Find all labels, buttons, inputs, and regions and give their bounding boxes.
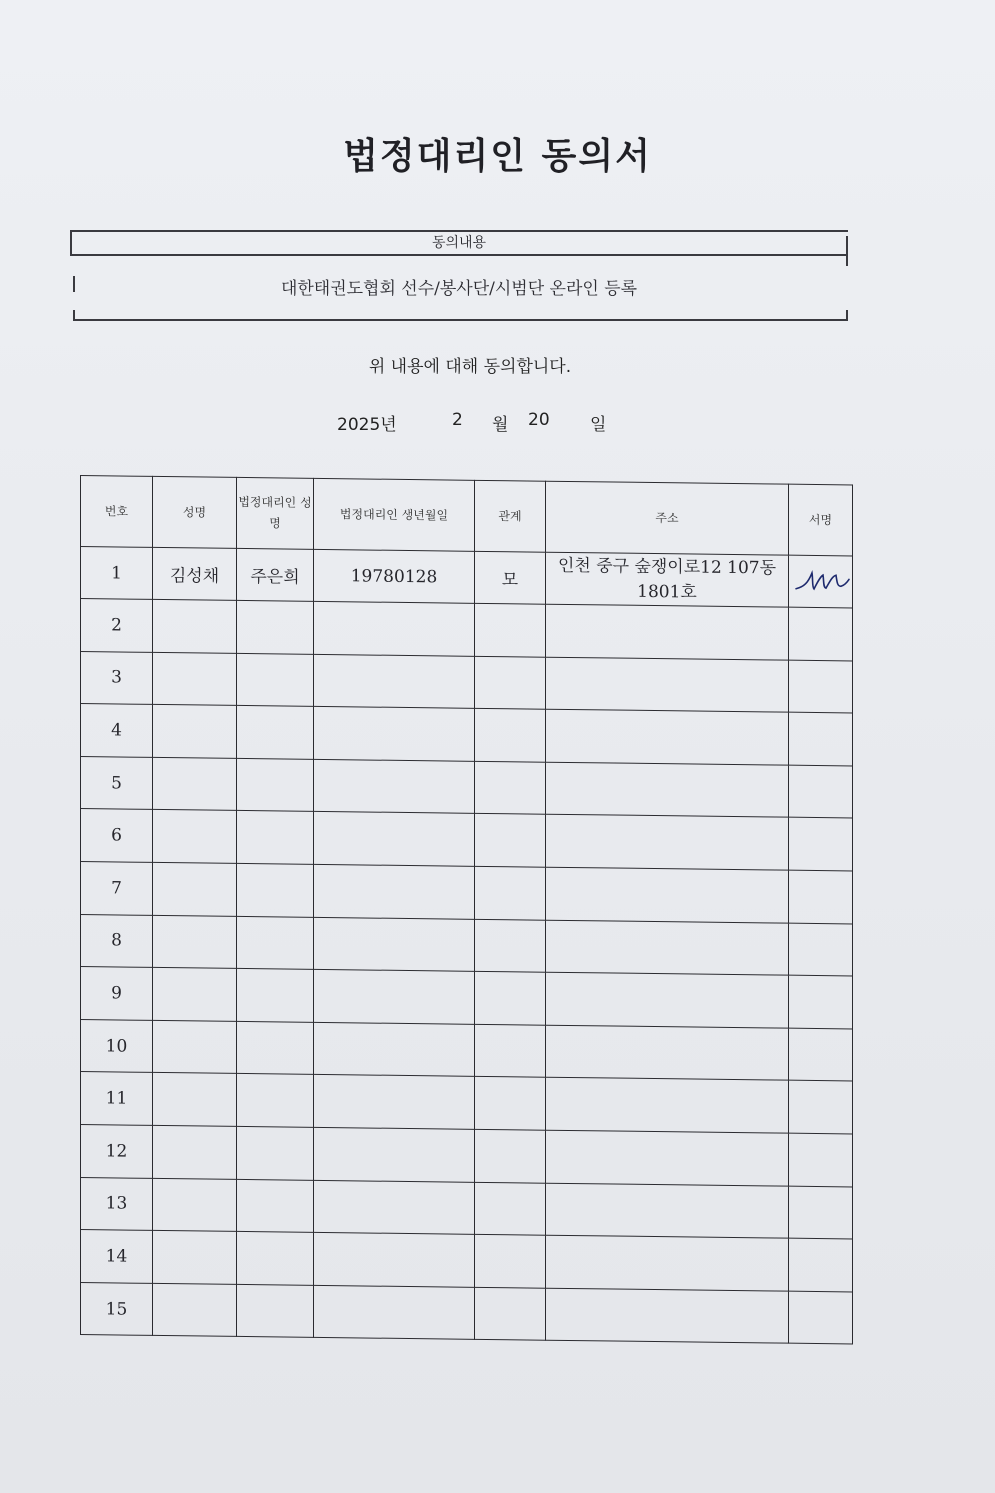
signature-cell (789, 1028, 853, 1081)
table-row (81, 967, 853, 1029)
table-row (81, 1124, 853, 1186)
signature-cell (789, 923, 853, 976)
row-number-cell: 3 (81, 651, 153, 704)
guardian-name-cell (237, 1232, 314, 1286)
row-number-cell: 5 (81, 756, 153, 809)
guardian-birthdate-cell (314, 812, 475, 867)
row-number-cell: 15 (81, 1282, 153, 1335)
signature-cell (789, 607, 853, 660)
date-year: 2025년 (337, 415, 397, 435)
student-name-cell (153, 705, 237, 759)
row-number-cell: 11 (81, 1072, 153, 1125)
row-number-cell: 4 (81, 704, 153, 757)
row-number-cell: 7 (81, 861, 153, 914)
guardian-table (80, 475, 853, 1345)
address-cell: 인천 중구 숲쟁이로12 107동 1801호 (546, 552, 789, 607)
address-cell (546, 709, 789, 765)
student-name-cell (153, 1231, 237, 1285)
date-month-unit: 월 (492, 415, 509, 435)
relation-cell (475, 919, 546, 972)
header-signature: 서명 (789, 484, 853, 556)
address-cell (546, 1130, 789, 1186)
guardian-birthdate-cell (314, 654, 475, 709)
student-name-cell: 김성채 (153, 547, 237, 600)
guardian-birthdate-cell (314, 1075, 475, 1130)
relation-cell (475, 656, 546, 709)
student-name-cell (153, 862, 237, 916)
signature-cell (789, 870, 853, 923)
guardian-name-cell (237, 1126, 314, 1180)
guardian-name-cell (237, 1284, 314, 1338)
header-guardian-birthdate: 법정대리인 생년월일 (314, 478, 475, 551)
guardian-birthdate-cell (314, 917, 475, 972)
relation-cell (475, 971, 546, 1024)
address-cell (546, 815, 789, 871)
header-relation: 관계 (475, 480, 546, 552)
signature-cell (789, 1081, 853, 1134)
consent-header: 동의내용 (431, 235, 487, 251)
guardian-birthdate-cell (314, 1127, 475, 1182)
table-row (81, 1072, 853, 1134)
guardian-name-cell (237, 600, 314, 654)
table-row (81, 861, 853, 923)
table-row (81, 599, 853, 661)
relation-cell (475, 761, 546, 814)
student-name-cell (153, 968, 237, 1022)
student-name-cell (153, 1283, 237, 1337)
row-number-cell: 2 (81, 599, 153, 652)
guardian-name-cell (237, 811, 314, 865)
relation-cell (475, 1234, 546, 1287)
guardian-birthdate-cell (314, 1285, 475, 1340)
guardian-birthdate-cell (314, 864, 475, 919)
handwritten-signature-icon (790, 561, 852, 598)
table-row (81, 1230, 853, 1292)
table-row (81, 547, 853, 608)
relation-cell (475, 1129, 546, 1182)
row-number-cell: 6 (81, 809, 153, 862)
table-row (81, 704, 853, 766)
guardian-birthdate-cell (314, 601, 475, 656)
guardian-birthdate-cell (314, 1180, 475, 1235)
row-number-cell: 12 (81, 1124, 153, 1177)
table-row (81, 1177, 853, 1239)
row-number-cell: 9 (81, 967, 153, 1020)
guardian-name-cell (237, 1021, 314, 1075)
signature-cell (789, 975, 853, 1028)
relation-cell (475, 866, 546, 919)
table-row (81, 1019, 853, 1081)
guardian-name-cell: 주은희 (237, 548, 314, 601)
student-name-cell (153, 1020, 237, 1074)
guardian-name-cell (237, 1074, 314, 1128)
signature-cell (789, 555, 853, 608)
relation-cell (475, 814, 546, 867)
relation-cell (475, 1077, 546, 1130)
guardian-name-cell (237, 1179, 314, 1233)
address-cell (546, 762, 789, 818)
guardian-name-cell (237, 706, 314, 760)
header-guardian-name: 법정대리인 성명 (237, 477, 314, 549)
address-cell (546, 1078, 789, 1134)
table-row (81, 809, 853, 871)
signature-cell (789, 818, 853, 871)
relation-cell: 모 (475, 551, 546, 604)
address-cell (546, 1183, 789, 1239)
address-cell (546, 920, 789, 976)
agreement-statement: 위 내용에 대해 동의합니다. (368, 357, 572, 377)
guardian-birthdate-cell (314, 1232, 475, 1287)
date-day: 20 (528, 410, 550, 430)
student-name-cell (153, 1178, 237, 1232)
address-cell (546, 1235, 789, 1291)
row-number-cell: 10 (81, 1019, 153, 1072)
signature-cell (789, 1238, 853, 1291)
student-name-cell (153, 810, 237, 864)
relation-cell (475, 1182, 546, 1235)
guardian-name-cell (237, 863, 314, 917)
row-number-cell: 1 (81, 547, 153, 600)
guardian-name-cell (237, 969, 314, 1023)
relation-cell (475, 709, 546, 762)
header-number: 번호 (81, 476, 153, 548)
document-title: 법정대리인 동의서 (343, 136, 652, 177)
student-name-cell (153, 599, 237, 653)
relation-cell (475, 1287, 546, 1340)
address-cell (546, 1025, 789, 1081)
guardian-name-cell (237, 653, 314, 707)
guardian-name-cell (237, 758, 314, 812)
student-name-cell (153, 1073, 237, 1127)
signature-cell (789, 765, 853, 818)
table-row (81, 651, 853, 713)
signature-cell (789, 1133, 853, 1186)
guardian-birthdate-cell: 19780128 (314, 549, 475, 603)
table-header-row (81, 476, 853, 556)
relation-cell (475, 603, 546, 656)
consent-box (70, 226, 848, 322)
signature-cell (789, 1186, 853, 1239)
row-number-cell: 13 (81, 1177, 153, 1230)
row-number-cell: 14 (81, 1230, 153, 1283)
row-number-cell: 8 (81, 914, 153, 967)
student-name-cell (153, 1125, 237, 1179)
date-day-unit: 일 (590, 415, 607, 435)
address-cell (546, 972, 789, 1028)
guardian-birthdate-cell (314, 759, 475, 814)
table-row (81, 914, 853, 976)
student-name-cell (153, 652, 237, 706)
student-name-cell (153, 757, 237, 811)
table-row (81, 1282, 853, 1344)
table-row (81, 756, 853, 818)
date-month: 2 (452, 410, 463, 430)
address-cell (546, 867, 789, 923)
address-cell (546, 604, 789, 660)
relation-cell (475, 1024, 546, 1077)
signature-cell (789, 660, 853, 713)
signature-cell (789, 712, 853, 765)
consent-content: 대한태권도협회 선수/봉사단/시범단 온라인 등록 (280, 279, 638, 299)
address-cell (546, 1288, 789, 1344)
signature-cell (789, 1291, 853, 1344)
guardian-birthdate-cell (314, 707, 475, 762)
header-name: 성명 (153, 476, 237, 548)
address-cell (546, 657, 789, 713)
guardian-name-cell (237, 916, 314, 970)
guardian-birthdate-cell (314, 970, 475, 1025)
student-name-cell (153, 915, 237, 969)
guardian-birthdate-cell (314, 1022, 475, 1077)
header-address: 주소 (546, 481, 789, 555)
